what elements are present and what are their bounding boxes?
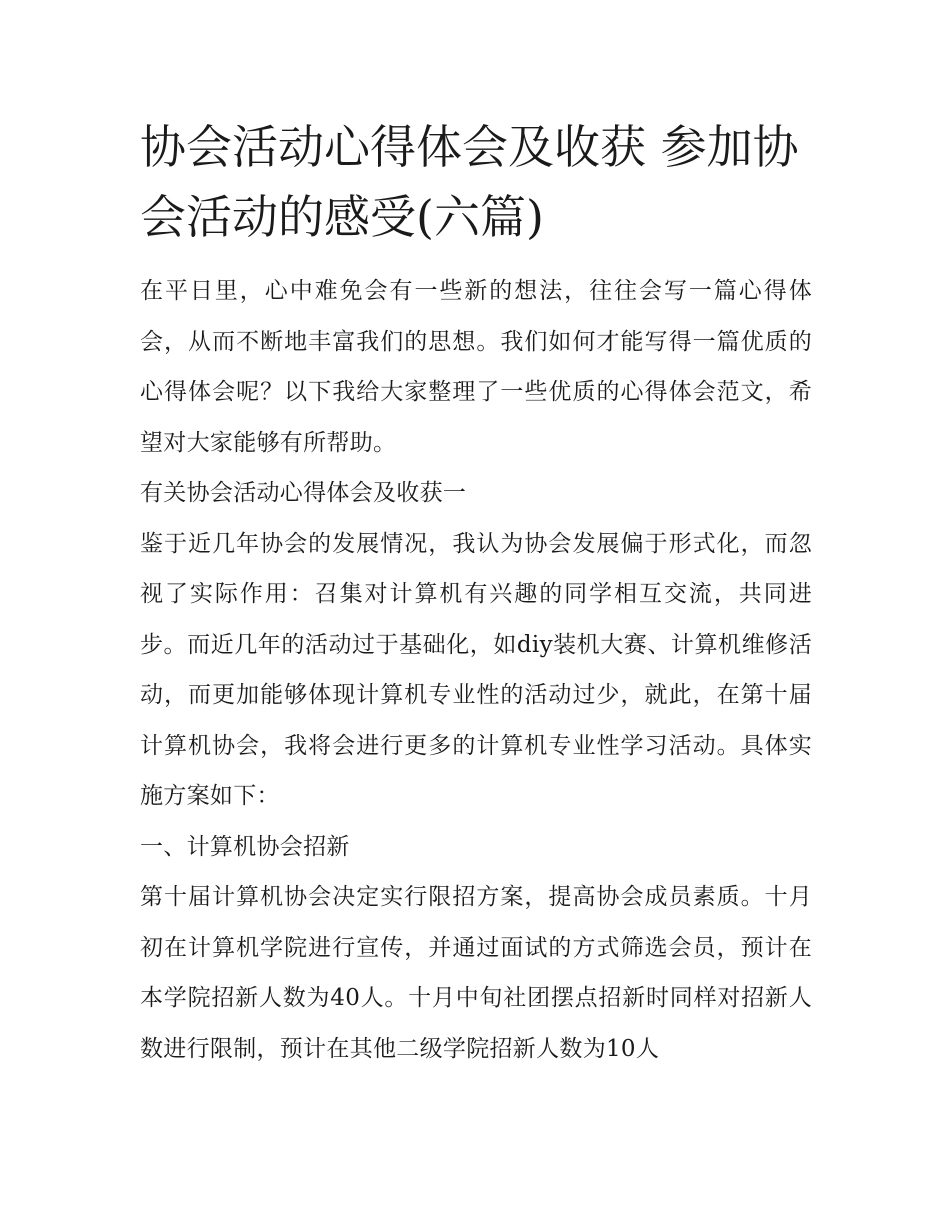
- intro-paragraph: 在平日里，心中难免会有一些新的想法，往往会写一篇心得体会，从而不断地丰富我们的思想。我们如何才能写得一篇优质的心得体会呢？以下我给大家整理了一些优质的心得体会范文，希望对大家能够有所帮助。: [140, 278, 812, 456]
- body-paragraph-2: 第十届计算机协会决定实行限招方案，提高协会成员素质。十月初在计算机学院进行宣传，并通过面试的方式筛选会员，预计在本学院招新人数为40人。十月中旬社团摆点招新时同样对招新人数进行限制，预计在其他二级学院招新人数为10人: [140, 884, 812, 1062]
- subsection-heading-1: 一、计算机协会招新: [140, 833, 350, 860]
- body-paragraph-1: 鉴于近几年协会的发展情况，我认为协会发展偏于形式化，而忽视了实际作用：召集对计算机有兴趣的同学相互交流，共同进步。而近几年的活动过于基础化，如diy装机大赛、计算机维修活动，而更加能够体现计算机专业性的活动过少，就此，在第十届计算机协会，我将会进行更多的计算机专业性学习活动。具体实施方案如下：: [140, 530, 812, 809]
- section-heading-1: 有关协会活动心得体会及收获一: [140, 480, 467, 506]
- document-title: 协会活动心得体会及收获 参加协会活动的感受(六篇): [140, 120, 799, 244]
- document-body: [140, 112, 812, 1074]
